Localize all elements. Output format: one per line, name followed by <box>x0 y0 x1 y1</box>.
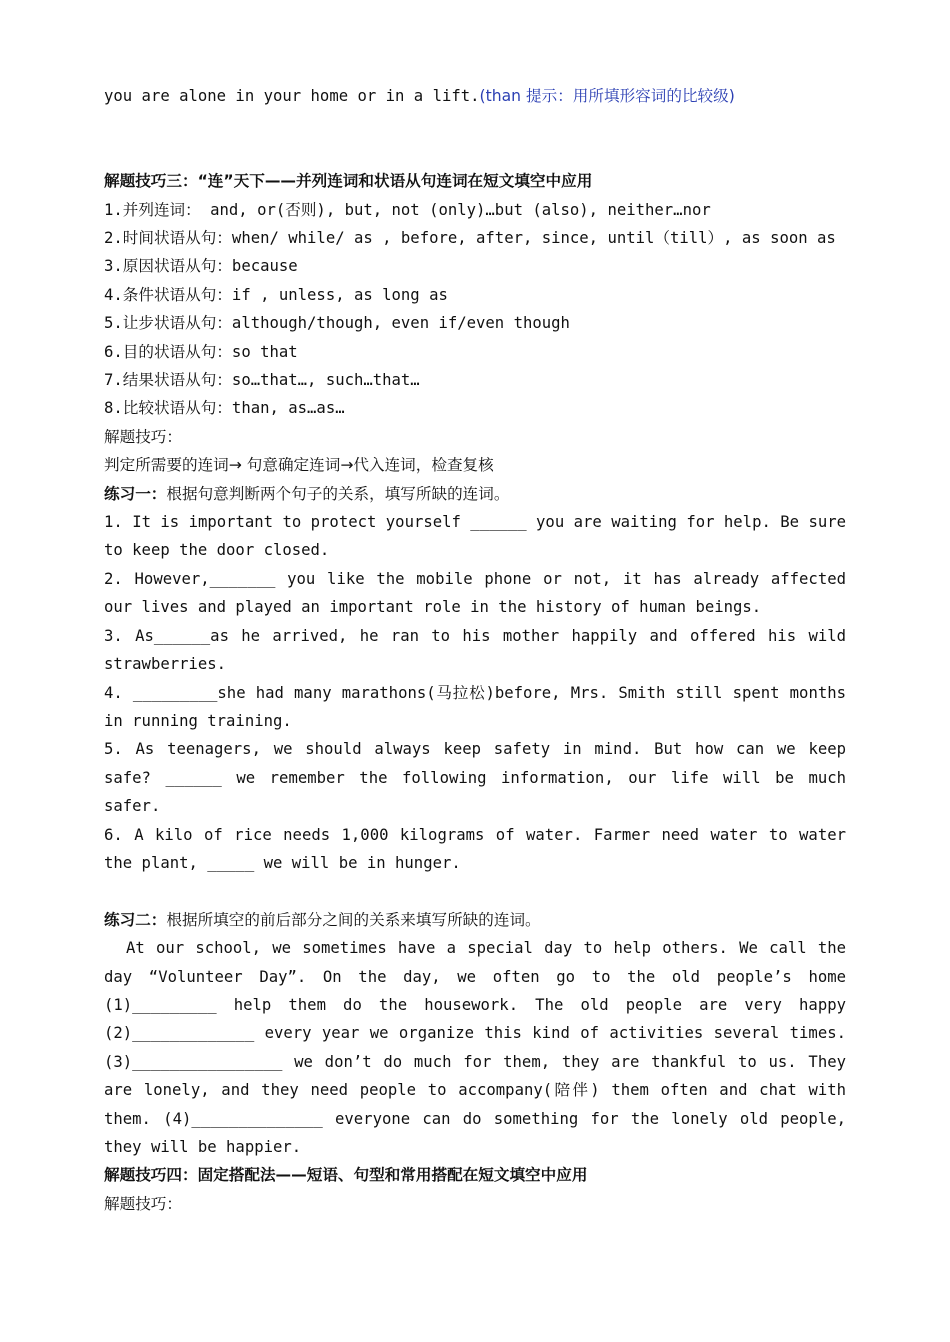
conjunction-item: 2.时间状语从句：when/ while/ as , before, after, since, until（till）, as soon as <box>104 229 836 247</box>
spacer <box>104 877 846 905</box>
section4-title: 解题技巧四：固定搭配法——短语、句型和常用搭配在短文填空中应用 <box>104 1166 588 1185</box>
skill-text: 判定所需要的连词→ 句意确定连词→代入连词，检查复核 <box>104 456 494 475</box>
conjunction-item: 8.比较状语从句：than, as…as… <box>104 399 345 418</box>
spacer <box>104 110 846 138</box>
exercise1-label: 练习一： <box>104 484 167 503</box>
conjunction-item: 4.条件状语从句：if , unless, as long as <box>104 285 448 304</box>
conjunction-item: 3.原因状语从句：because <box>104 257 298 276</box>
conjunction-item: 6.目的状语从句：so that <box>104 342 298 361</box>
exercise1-item: 6. A kilo of rice needs 1,000 kilograms of water. Farmer need water to water the plant, _____ we will be in hunger. <box>104 825 846 872</box>
exercise1-instruction: 根据句意判断两个句子的关系，填写所缺的连词。 <box>166 484 510 503</box>
hint-text: (than 提示：用所填形容词的比较级) <box>479 87 735 105</box>
conjunction-item: 5.让步状语从句：although/though, even if/even though <box>104 314 570 333</box>
exercise1-item: 4. _________she had many marathons(马拉松)before, Mrs. Smith still spent months in running training. <box>104 683 846 730</box>
exercise1-item: 1. It is important to protect yourself ______ you are waiting for help. Be sure to keep the door closed. <box>104 513 846 560</box>
section4-skill-label: 解题技巧： <box>104 1194 182 1213</box>
exercise1-header <box>104 480 846 508</box>
exercise1-item: 3. As______as he arrived, he ran to his mother happily and offered his wild strawberries. <box>104 626 846 674</box>
document-page <box>104 82 846 1218</box>
conjunction-item: 1.并列连词： and, or(否则), but, not (only)…but (also), neither…nor <box>104 200 711 219</box>
exercise1-item: 2. However,_______ you like the mobile phone or not, it has already affected our lives and played an important role in the history of human beings. <box>104 569 846 617</box>
intro-line <box>104 82 846 110</box>
exercise2-passage: At our school, we sometimes have a special day to help others. We call the day “Volunteer Day”. On the day, we often go to the old people’s home (1)_________ help them do the housework. The old people are very happy (2)_____________ every year we organize this kind of activities several times. (3)________________ we don’t do much for them, they are thankful to us. They are lonely, and they need people to accompany(陪伴) them often and chat with them. (4)______________ everyone can do something for the lonely old people, they will be happier. <box>104 939 846 1156</box>
exercise2-instruction: 根据所填空的前后部分之间的关系来填写所缺的连词。 <box>166 910 541 929</box>
conjunction-item: 7.结果状语从句：so…that…, such…that… <box>104 371 420 390</box>
exercise2-header <box>104 906 846 934</box>
section3-title: 解题技巧三：“连”天下——并列连词和状语从句连词在短文填空中应用 <box>104 172 593 191</box>
spacer <box>104 139 846 167</box>
skill-label: 解题技巧： <box>104 427 182 446</box>
exercise1-item: 5. As teenagers, we should always keep safety in mind. But how can we keep safe? ______ we remember the following information, our life will be much safer. <box>104 740 846 816</box>
intro-sentence: you are alone in your home or in a lift. <box>104 87 480 105</box>
exercise2-label: 练习二： <box>104 910 167 929</box>
